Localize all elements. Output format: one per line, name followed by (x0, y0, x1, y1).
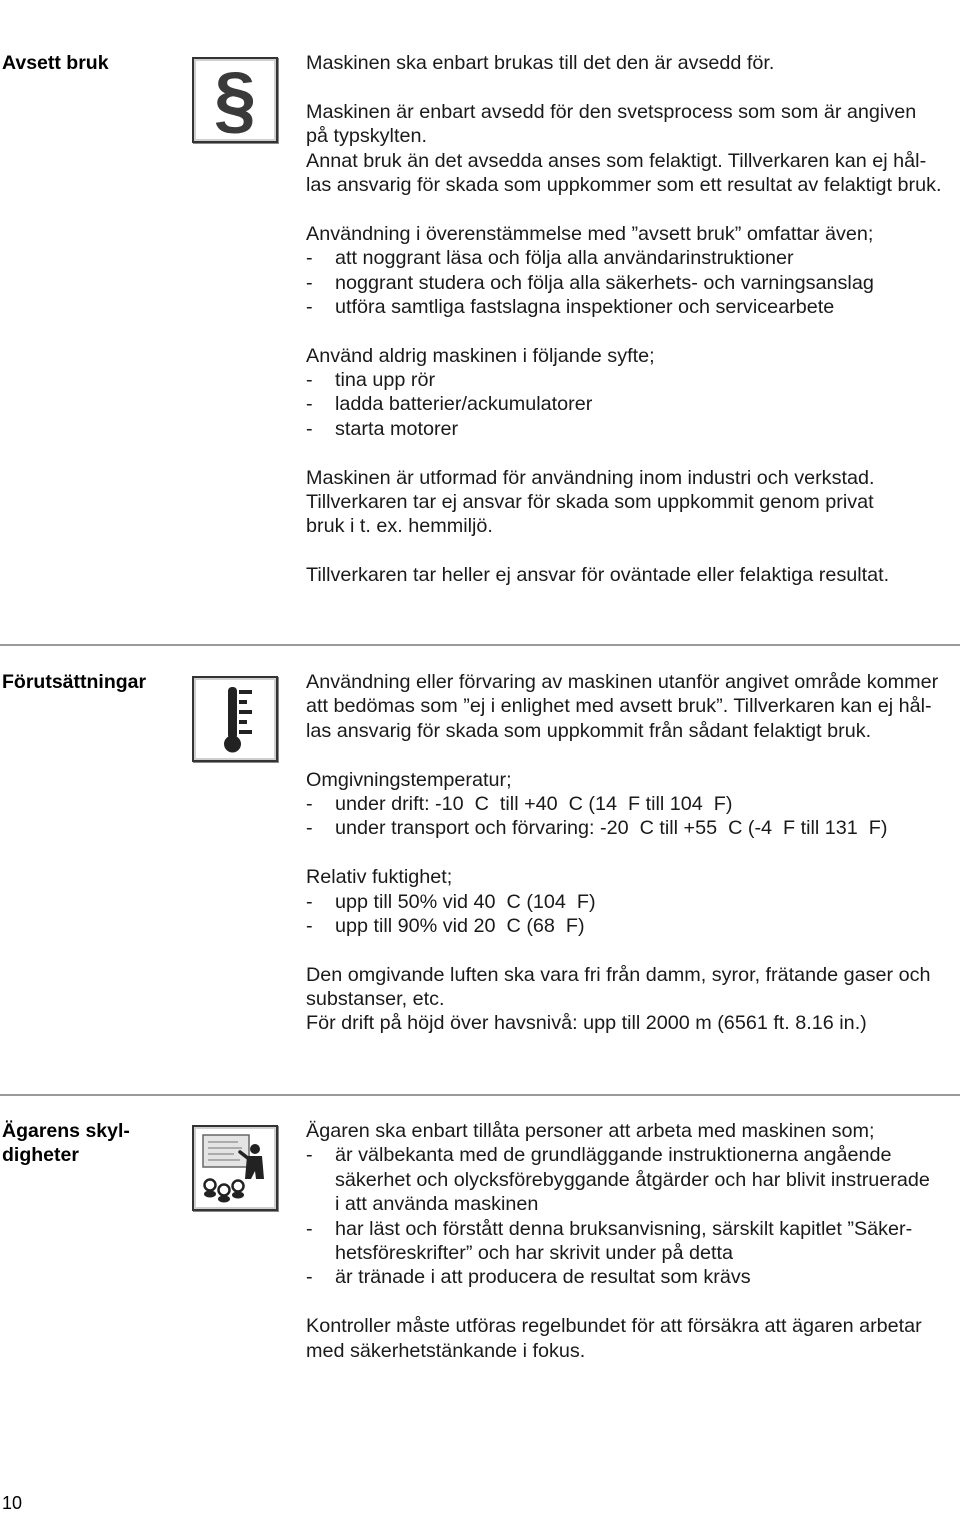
bullet-dash: - (306, 271, 313, 294)
section-heading-line: Förutsättningar (2, 671, 147, 693)
bullet-dash: - (306, 890, 313, 913)
text-line: Ägaren ska enbart tillåta personer att arbeta med maskinen som; (306, 1120, 875, 1142)
section-heading (2, 1119, 182, 1168)
section-divider (0, 644, 960, 646)
text-line: Maskinen är utformad för användning inom industri och verkstad. (306, 466, 875, 489)
text-line: på typskylten. (306, 125, 427, 148)
paragraph (306, 768, 956, 841)
thermometer-tick (239, 690, 252, 694)
section-heading (2, 670, 182, 694)
instruction-board-graphic (194, 1127, 276, 1209)
paragraph (306, 1119, 956, 1290)
text-line: Annat bruk än det avsedda anses som felaktigt. Tillverkaren kan ej hål- (306, 149, 927, 172)
audience-hands (204, 1191, 216, 1198)
bullet-dash: - (306, 417, 313, 440)
bullet-dash: - (306, 914, 313, 937)
text-line: Maskinen är enbart avsedd för den svetsprocess som som är angiven (306, 100, 917, 123)
audience-hands (218, 1196, 230, 1203)
paragraph (306, 51, 956, 75)
list-item-text (335, 246, 794, 270)
paragraph (306, 344, 956, 442)
text-line: har läst och förstått denna bruksanvisning, särskilt kapitlet ”Säker- (335, 1217, 913, 1240)
text-line: med säkerhetstänkande i fokus. (306, 1339, 586, 1362)
text-line: utföra samtliga fastslagna inspektioner och servicearbete (335, 295, 835, 318)
text-line: starta motorer (335, 417, 459, 440)
text-line: tina upp rör (335, 369, 436, 392)
section-body (306, 1119, 956, 1387)
list-item-text (335, 890, 596, 914)
paragraph (306, 670, 956, 743)
text-line: Tillverkaren tar ej ansvar för skada som uppkommit genom privat (306, 491, 874, 514)
text-line: Den omgivande luften ska vara fri från damm, syror, frätande gaser och (306, 963, 931, 986)
section-divider (0, 1094, 960, 1096)
text-line: Omgivningstemperatur; (306, 768, 512, 791)
section-body (306, 51, 956, 612)
instructor-head (250, 1144, 260, 1154)
list-item-text (335, 914, 585, 938)
list-item (306, 1143, 956, 1216)
bullet-dash: - (306, 247, 313, 270)
list-item (306, 914, 956, 938)
list-item (306, 246, 956, 270)
bullet-dash: - (306, 295, 313, 318)
list-item-text (335, 1143, 930, 1216)
list-item-text (335, 816, 887, 840)
paragraph (306, 100, 956, 198)
text-line: Relativ fuktighet; (306, 866, 453, 889)
text-line: att bedömas som ”ej i enlighet med avsett bruk”. Tillverkaren kan ej hål- (306, 695, 932, 718)
list-item (306, 816, 956, 840)
thermometer-stem (228, 687, 237, 739)
text-line: att noggrant läsa och följa alla användarinstruktioner (335, 247, 794, 270)
text-line: Kontroller måste utföras regelbundet för att försäkra att ägaren arbetar (306, 1315, 922, 1338)
text-line: Användning eller förvaring av maskinen utanför angivet område kommer (306, 671, 939, 693)
paragraph (306, 865, 956, 938)
text-line: Tillverkaren tar heller ej ansvar för oväntade eller felaktiga resultat. (306, 564, 890, 587)
bullet-dash: - (306, 1144, 313, 1167)
text-line: under drift: -10 C till +40 C (14 F till 104 F) (335, 792, 733, 815)
text-line: noggrant studera och följa alla säkerhets- och varningsanslag (335, 271, 874, 294)
list-item-text (335, 1265, 751, 1289)
thermometer-tick (239, 720, 247, 724)
list-item (306, 417, 956, 441)
paragraph (306, 1314, 956, 1363)
audience-head (233, 1181, 244, 1192)
list-item (306, 890, 956, 914)
list-item (306, 368, 956, 392)
list-item-text (335, 1217, 912, 1266)
audience-head (219, 1185, 230, 1196)
instruction-board-icon (192, 1125, 278, 1211)
bullet-dash: - (306, 817, 313, 840)
section-heading (2, 51, 182, 75)
audience-hands (232, 1192, 244, 1199)
text-line: bruk i t. ex. hemmiljö. (306, 515, 493, 538)
section-heading-line: digheter (2, 1144, 79, 1167)
text-line: säkerhet och olycksförebyggande åtgärder och har blivit instruerade (335, 1168, 930, 1191)
paragraph (306, 563, 956, 587)
text-line: Använd aldrig maskinen i följande syfte; (306, 344, 655, 367)
thermometer-graphic (194, 678, 276, 760)
text-line: las ansvarig för skada som uppkommer som ett resultat av felaktigt bruk. (306, 173, 942, 196)
page-number: 10 (2, 1493, 23, 1513)
bullet-dash: - (306, 792, 313, 815)
bullet-dash: - (306, 369, 313, 392)
bullet-dash: - (306, 393, 313, 416)
list-item (306, 1265, 956, 1289)
paragraph-glyph: § (213, 57, 257, 142)
thermometer-tick (239, 710, 252, 714)
paragraph-icon (192, 57, 278, 143)
text-line: upp till 90% vid 20 C (68 F) (335, 914, 585, 937)
list-item (306, 271, 956, 295)
text-line: Maskinen ska enbart brukas till det den är avsedd för. (306, 52, 775, 74)
text-line: För drift på höjd över havsnivå: upp till 2000 m (6561 ft. 8.16 in.) (306, 1012, 867, 1035)
text-line: ladda batterier/ackumulatorer (335, 393, 593, 416)
text-line: är tränade i att producera de resultat som krävs (335, 1266, 751, 1289)
text-line: under transport och förvaring: -20 C till +55 C (-4 F till 131 F) (335, 817, 888, 840)
paragraph (306, 466, 956, 539)
text-line: las ansvarig för skada som uppkommit från sådant felaktigt bruk. (306, 719, 872, 742)
list-item (306, 392, 956, 416)
list-item-text (335, 392, 592, 416)
thermometer-icon (192, 676, 278, 762)
text-line: substanser, etc. (306, 988, 445, 1011)
text-line: i att använda maskinen (335, 1193, 539, 1216)
bullet-dash: - (306, 1266, 313, 1289)
paragraph (306, 222, 956, 320)
audience-head (205, 1180, 216, 1191)
section-body (306, 670, 956, 1060)
board (203, 1135, 249, 1167)
thermometer-tick (239, 730, 252, 734)
list-item-text (335, 295, 834, 319)
section-heading-line: Ägarens skyl- (2, 1120, 130, 1142)
list-item-text (335, 271, 874, 295)
thermometer-tick (239, 700, 247, 704)
section-heading-line: Avsett bruk (2, 52, 109, 74)
text-line: är välbekanta med de grundläggande instruktionerna angående (335, 1144, 892, 1167)
text-line: Användning i överenstämmelse med ”avsett bruk” omfattar även; (306, 222, 874, 245)
thermometer-bulb (224, 736, 241, 753)
text-line: upp till 50% vid 40 C (104 F) (335, 890, 596, 913)
list-item-text (335, 417, 458, 441)
list-item-text (335, 368, 435, 392)
list-item (306, 792, 956, 816)
bullet-dash: - (306, 1217, 313, 1240)
text-line: hetsföreskrifter” och har skrivit under på detta (335, 1241, 734, 1264)
list-item-text (335, 792, 732, 816)
paragraph (306, 963, 956, 1036)
list-item (306, 295, 956, 319)
list-item (306, 1217, 956, 1266)
